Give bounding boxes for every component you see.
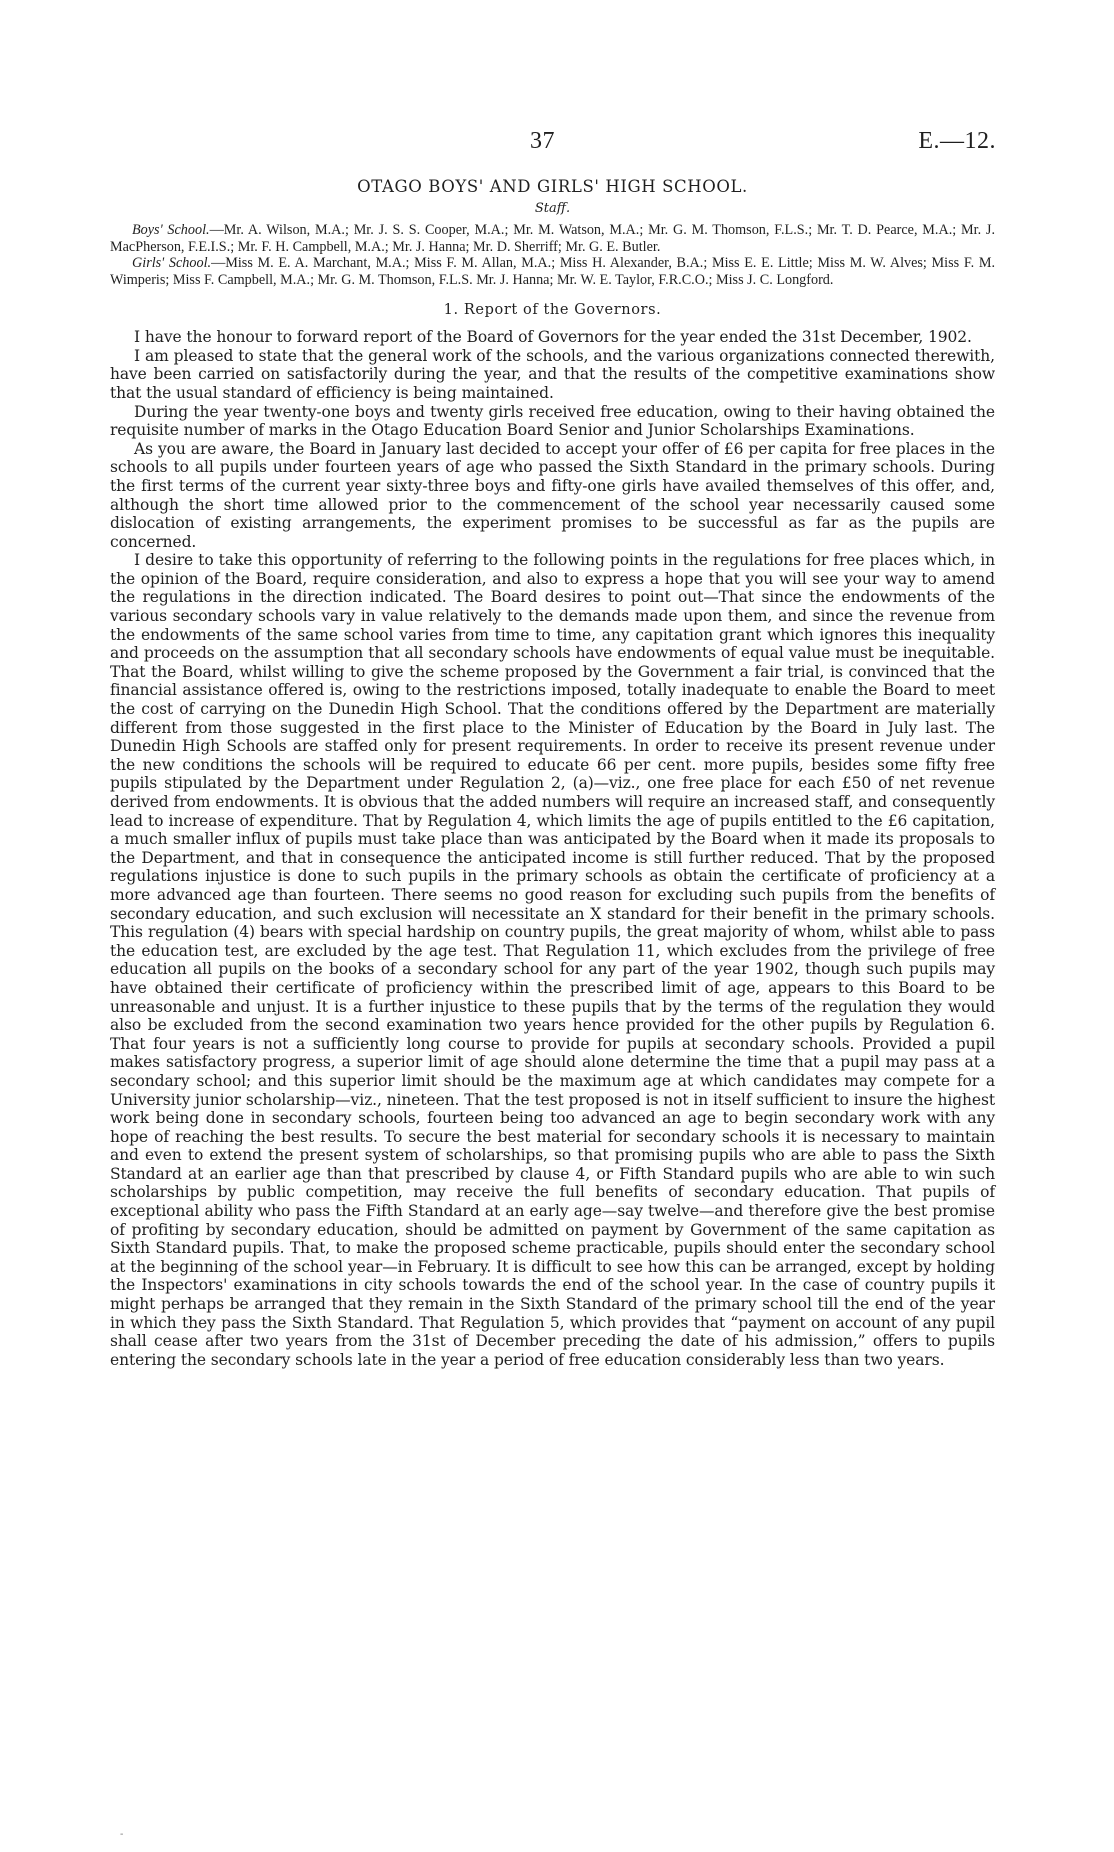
paragraph-general-work: I am pleased to state that the general work of the schools, and the various organizations connected therewith, have been carried on satisfactorily during the year, and that the results of the competitive examinations show that the usual standard of efficiency is being maintained. <box>110 346 995 402</box>
section-heading: 1. Report of the Governors. <box>443 301 662 318</box>
boys-school-lead: Boys' School. <box>132 222 210 239</box>
page-number: 37 <box>530 128 555 154</box>
staff-label: Staff. <box>534 200 571 216</box>
document-reference: E.—12. <box>918 128 996 154</box>
report-content <box>110 178 995 1369</box>
boys-school-staff-list: —Mr. A. Wilson, M.A.; Mr. J. S. S. Cooper, M.A.; Mr. M. Watson, M.A.; Mr. G. M. Thomson, F.L.S.; Mr. T. D. Pearce, M.A.; Mr. J. MacPherson, F.E.I.S.; Mr. F. H. Campbell, M.A.; Mr. J. Hanna; Mr. D. Sherriff; Mr. G. E. Butler. <box>110 222 995 255</box>
paragraph-free-education: During the year twenty-one boys and twenty girls received free education, owing to their having obtained the requisite number of marks in the Otago Education Board Senior and Junior Scholarships Examinations. <box>110 402 995 440</box>
girls-school-staff-list: —Miss M. E. A. Marchant, M.A.; Miss F. M. Allan, M.A.; Miss H. Alexander, B.A.; Miss E. E. Little; Miss M. W. Alves; Miss F. M. Wimperis; Miss F. Campbell, M.A.; Mr. G. M. Thomson, F.L.S. Mr. J. Hanna; Mr. W. E. Taylor, F.R.C.O.; Miss J. C. Longford. <box>110 255 995 288</box>
footer-mark: - <box>120 1829 124 1840</box>
paragraph-free-places: As you are aware, the Board in January last decided to accept your offer of £6 per capita for free places in the schools to all pupils under fourteen years of age who passed the Sixth Standard in the primary schools. During the first terms of the current year sixty-three boys and fifty-one girls have availed themselves of this offer, and, although the short time allowed prior to the commencement of the school year necessarily caused some dislocation of existing arrangements, the experiment promises to be successful as far as the pupils are concerned. <box>110 439 995 551</box>
boys-school-staff <box>110 222 995 255</box>
school-title: OTAGO BOYS' AND GIRLS' HIGH SCHOOL. <box>357 177 748 196</box>
paragraph-honour: I have the honour to forward report of the Board of Governors for the year ended the 31st December, 1902. <box>134 328 972 347</box>
girls-school-staff <box>110 255 995 288</box>
page-header <box>0 128 1114 162</box>
paragraph-regulations: I desire to take this opportunity of referring to the following points in the regulations for free places which, in the opinion of the Board, require consideration, and also to express a hope that you will see your way to amend the regulations in the direction indicated. The Board desires to point out—That since the endowments of the various secondary schools vary in value relatively to the demands made upon them, and since the revenue from the endowments of the same school varies from time to time, any capitation grant which ignores this inequality and proceeds on the assumption that all secondary schools have endowments of equal value must be inequitable. That the Board, whilst willing to give the scheme proposed by the Government a fair trial, is convinced that the financial assistance offered is, owing to the restrictions imposed, totally inadequate to enable the Board to meet the cost of carrying on the Dunedin High School. That the conditions offered by the Department are materially different from those suggested in the first place to the Minister of Education by the Board in July last. The Dunedin High Schools are staffed only for present requirements. In order to receive its present revenue under the new conditions the schools will be required to educate 66 per cent. more pupils, besides some fifty free pupils stipulated by the Department under Regulation 2, (a)—viz., one free place for each £50 of net revenue derived from endowments. It is obvious that the added numbers will require an increased staff, and consequently lead to increase of expenditure. That by Regulation 4, which limits the age of pupils entitled to the £6 capitation, a much smaller influx of pupils must take place than was anticipated by the Board when it made its proposals to the Department, and that in consequence the anticipated income is still further reduced. That by the proposed regulations injustice is done to such pupils in the primary schools as obtain the certificate of proficiency at a more advanced age than fourteen. There seems no good reason for excluding such pupils from the benefits of secondary education, and such exclusion will necessitate an X standard for their benefit in the primary schools. This regulation (4) bears with special hardship on country pupils, the great majority of whom, whilst able to pass the education test, are excluded by the age test. That Regulation 11, which excludes from the privilege of free education all pupils on the books of a secondary school for any part of the year 1902, though such pupils may have obtained their certificate of proficiency within the prescribed limit of age, appears to this Board to be unreasonable and unjust. It is a further injustice to these pupils that by the terms of the regulation they would also be excluded from the second examination two years hence provided for the other pupils by Regulation 6. That four years is not a sufficiently long course to provide for pupils at secondary schools. Provided a pupil makes satisfactory progress, a superior limit of age should alone determine the time that a pupil may pass at a secondary school; and this superior limit should be the maximum age at which candidates may compete for a University junior scholarship—viz., nineteen. That the test proposed is not in itself sufficient to insure the highest work being done in secondary schools, fourteen being too advanced an age to begin secondary work with any hope of reaching the best results. To secure the best material for secondary schools it is necessary to maintain and even to extend the present system of scholarships, so that promising pupils who are able to pass the Sixth Standard at an earlier age than that prescribed by clause 4, or Fifth Standard pupils who are able to win such scholarships by public competition, may receive the full benefits of secondary education. That pupils of exceptional ability who pass the Fifth Standard at an early age—say twelve—and therefore give the best promise of profiting by secondary education, should be admitted on payment by Government of the same capitation as Sixth Standard pupils. That, to make the proposed scheme practicable, pupils should enter the secondary school at the beginning of the school year—in February. It is difficult to see how this can be arranged, except by holding the Inspectors' examinations in city schools towards the end of the school year. In the case of country pupils it might perhaps be arranged that they remain in the Sixth Standard of the primary school till the end of the year in which they pass the Sixth Standard. That Regulation 5, which provides that “payment on account of any pupil shall cease after two years from the 31st of December preceding the date of his admission,” offers to pupils entering the secondary schools late in the year a period of free education considerably less than two years. <box>110 551 995 1369</box>
girls-school-lead: Girls' School. <box>132 255 212 272</box>
